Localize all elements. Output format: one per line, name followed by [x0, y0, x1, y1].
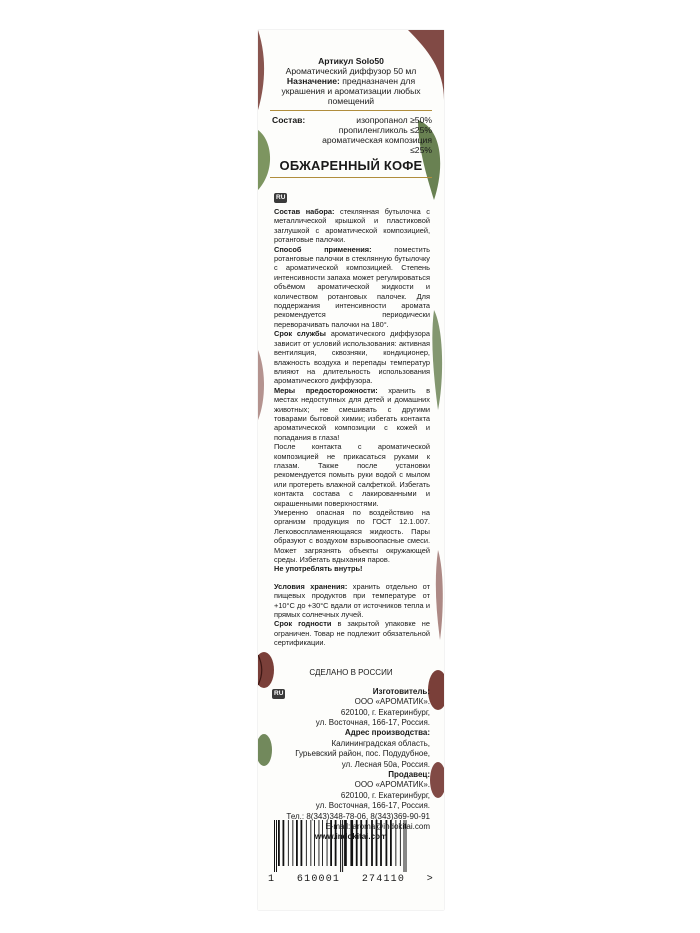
language-badge: RU [274, 689, 284, 697]
language-badge: RU [276, 194, 286, 201]
composition-label: Состав: [272, 115, 306, 125]
contact-text: После контакта с ароматической композицией не прикасаться руками к глазам. Также после установки рекомендуется помыть руки водой с мылом или протереть влажной салфеткой. Избегать контакта состава с лакированными и окрашенными поверхностями. [274, 442, 430, 508]
manufacturer-line: ООО «АРОМАТИК». [354, 697, 430, 707]
manufacturer-line: ул. Восточная, 166-17, Россия. [315, 717, 430, 727]
label-content [258, 30, 444, 843]
composition-item: ароматическая композиция ≤25% [322, 135, 432, 155]
header-block [258, 30, 444, 106]
composition-item: изопропанол ≥50% [356, 115, 432, 125]
article-number: Артикул Solo50 [318, 56, 384, 66]
seller-phone: Тел.: 8(343)348-78-06, 8(343)369-90-91 [286, 811, 430, 821]
seller-line: ул. Восточная, 166-17, Россия. [315, 801, 430, 811]
seller-line: 620100, г. Екатеринбург, [340, 790, 430, 800]
manufacturer-label: Изготовитель: [372, 686, 430, 696]
website-link[interactable]: www.indokitai.com [314, 832, 388, 842]
production-line: Гурьевский район, пос. Подудубное, [295, 749, 430, 759]
safety-label: Меры предосторожности: [274, 385, 378, 395]
shelf-life-text: в закрытой упаковке не ограничен. Товар не подлежит обязательной сертификации. [274, 619, 430, 648]
instructions-text [258, 204, 444, 648]
product-title: ОБЖАРЕННЫЙ КОФЕ [279, 158, 423, 173]
seller-line: ООО «АРОМАТИК». [354, 780, 430, 790]
product-name: Ароматический диффузор 50 мл [285, 66, 417, 76]
purpose-text: предназначен для украшения и ароматизации любых помещений [281, 76, 421, 106]
warning-text: Не употреблять внутрь! [274, 564, 363, 574]
production-line: Калининградская область, [331, 738, 430, 748]
purpose-label: Назначение: [286, 76, 340, 86]
composition-values [312, 115, 432, 155]
contacts-block [258, 677, 444, 843]
made-in-russia: СДЕЛАНО В РОССИИ [309, 667, 393, 677]
gold-divider [270, 177, 432, 178]
barcode-number [268, 874, 434, 885]
production-line: ул. Лесная 50а, Россия. [341, 759, 430, 769]
storage-label: Условия хранения: [274, 581, 348, 591]
seller-email: E-mail: aroma@indokitai.com [325, 821, 430, 831]
manufacturer-line: 620100, г. Екатеринбург, [340, 707, 430, 717]
seller-label: Продавец: [388, 769, 430, 779]
set-text: стеклянная бутылочка с металлической крышкой и пластиковой заглушкой с ароматической композицией, ротанговые палочки. [274, 207, 430, 245]
storage-text: хранить отдельно от пищевых продуктов при температуре от +10°С до +30°С вдали от источников тепла и прямых солнечных лучей. [274, 581, 431, 620]
barcode-first-digit: 1 [268, 874, 276, 885]
set-label: Состав набора: [274, 207, 335, 216]
safety-text: хранить в местах недоступных для детей и домашних животных; не смешивать с другими товарами бытовой химии; избегать контакта ароматической композиции с кожей и попадания в глаза! [274, 385, 430, 442]
use-text: поместить ротанговые палочки в стеклянную бутылочку с ароматической композицией. Степень интенсивности запаха может регулироваться объёмом ароматической жидкости и количеством ротанговых палочек. Для поддержания интенсивности аромата рекомендуется периодически переворачивать палочки на 180°. [274, 244, 430, 329]
composition-block [258, 111, 444, 155]
barcode-group-right: 274110 [361, 874, 406, 885]
use-label: Способ применения: [274, 244, 372, 254]
service-label: Срок службы [274, 329, 326, 339]
production-label: Адрес производства: [344, 728, 430, 738]
barcode-end-mark: > [426, 874, 434, 885]
product-label-panel [258, 30, 444, 910]
shelf-life-label: Срок годности [274, 619, 332, 629]
composition-item: пропиленгликоль ≤25% [338, 125, 432, 135]
service-text: ароматического диффузора зависит от условий использования: активная вентиляция, сквозняки, кондиционер, влажность воздуха и перепады температур влияют на длительность использования ароматического диффузора. [274, 329, 430, 386]
hazard-text: Умеренно опасная по воздействию на организм продукция по ГОСТ 12.1.007. Легковоспламеняющаяся жидкость. Пары образуют с воздухом взрывоопасные смеси. Может загрязнять объекты окружающей среды. Избегать вдыхания паров. [274, 508, 430, 565]
barcode-group-left: 610001 [296, 874, 341, 885]
